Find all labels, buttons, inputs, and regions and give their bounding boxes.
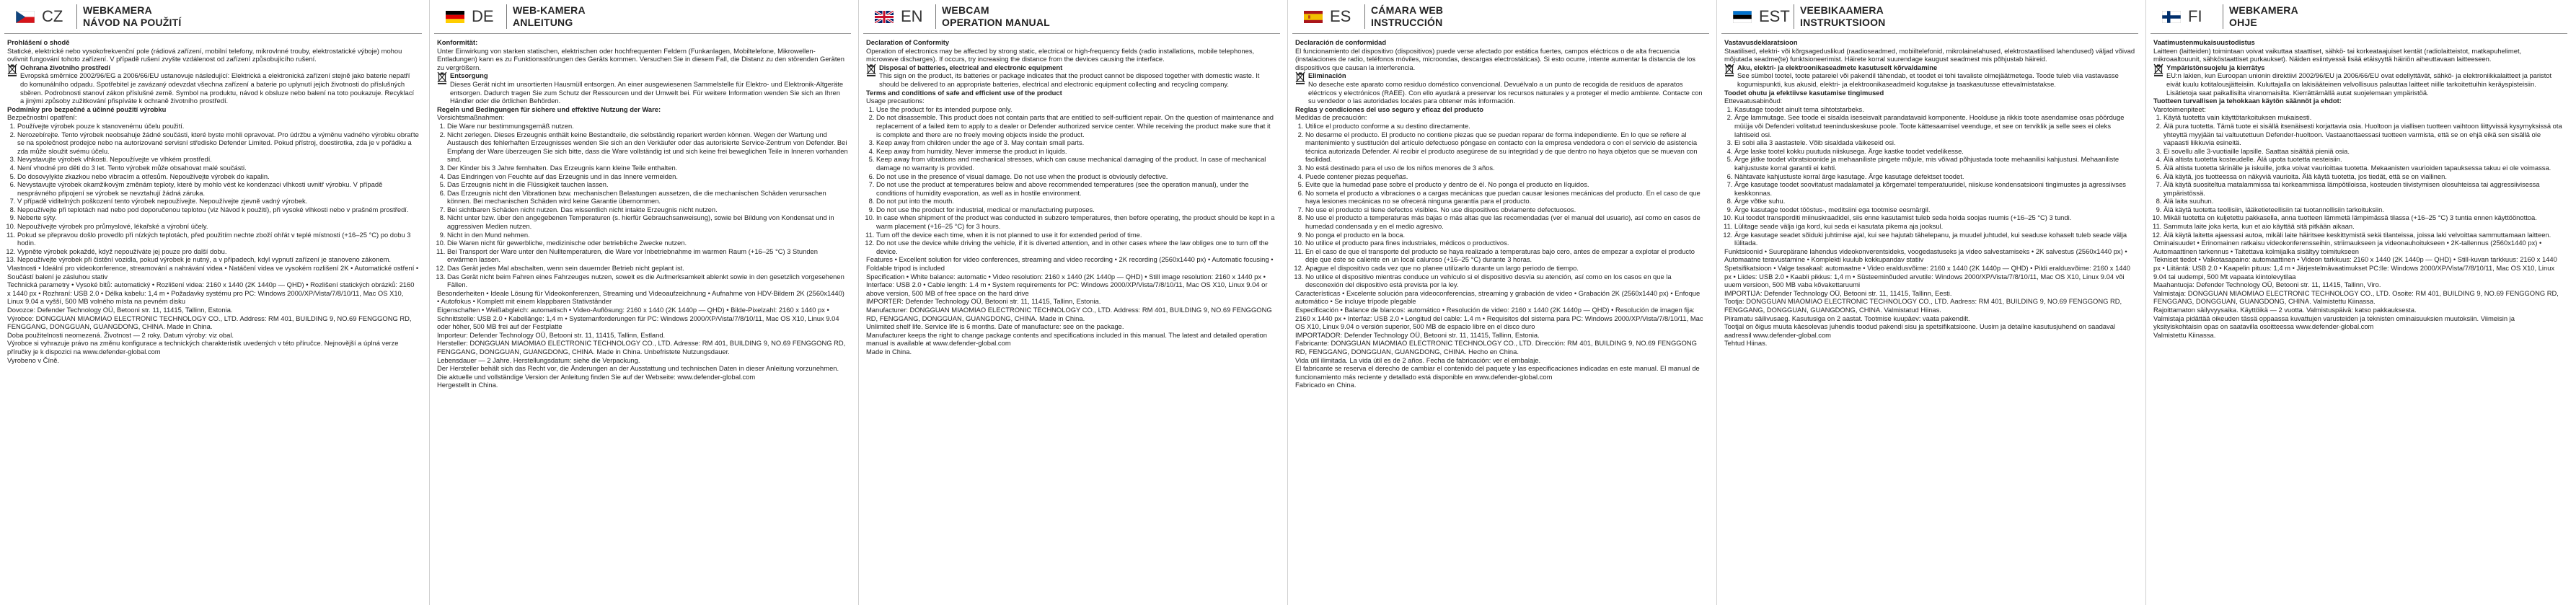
document-title: INSTRUKTSIOON xyxy=(1800,17,1886,28)
spec-paragraph: Dovozce: Defender Technology OÜ, Betooni str. 11, 11415, Tallinn, Estonia. xyxy=(7,306,233,314)
list-item: 3. Ei sobi alla 3 aastastele. Võib sisaldada väikeseid osi. xyxy=(1734,138,2135,147)
column-header xyxy=(4,0,422,34)
list-item: 2. Ärge lammutage. See toode ei sisalda iseseisvalt parandatavaid komponente. Hoolduse ja rikkis toote asendamise osas pöörduge müüja või Defenderi volitatud teeninduskeskuse poole. Toote kättesaamisel veenduge, et see on terviklik ja selle sees ei oleks lahtiseid osi. xyxy=(1734,113,2135,138)
weee-text: Dieses Gerät nicht im unsortierten Hausmüll entsorgen. An einer ausgewiesenen Sammelstelle für Elektro- und Elektronik-Altgeräte entsorgen. Dadurch tragen Sie zum Schutz der Ressourcen und der Umwelt bei. Für weitere Information wenden Sie sich an Ihren Händler oder die örtlichen Behörden. xyxy=(450,79,844,105)
spec-paragraph: Lebensdauer — 2 Jahre. Herstellungsdatum: siehe die Verpackung. xyxy=(437,356,640,364)
spec-paragraph: Der Hersteller behält sich das Recht vor, die Änderungen an der Ausstattung und technischen Daten in dieser Anleitung vorzunehmen. Die aktuelle und vollständige Version der Anleitung finden Sie auf der Webseite: www.defender-global.com xyxy=(437,364,839,381)
list-item: 3. Nevystavujte výrobek vlhkosti. Nepoužívejte ve vlhkém prostředí. xyxy=(17,155,419,164)
spec-paragraph: Doba použitelnosti neomezená. Životnost — 2 roky. Datum výroby: viz obal. xyxy=(7,330,234,339)
title-block xyxy=(935,4,1050,29)
weee-block xyxy=(437,71,848,105)
spec-paragraph: Eigenschaften • Weißabgleich: automatisch • Video-Auflösung: 2160 x 1440 (2K 1440p — QHD) • Bilde-Pixelzahl: 2160 x 1440 px • Schnittstelle: USB 2.0 • Kabellänge: 1,4 m • Systemanforderungen für PC: Windows 2000/XP/Vista/7/8/10/11, Mac OS X10, Linux 9.04 oder höher, 500 MB frei auf der Festplatte xyxy=(437,306,839,331)
flag-en-icon xyxy=(875,11,894,23)
spec-paragraph: Fabricado en China. xyxy=(1295,381,1357,389)
product-title: WEB-KAMERA xyxy=(513,4,586,16)
language-code: EST xyxy=(1759,7,1790,25)
column-header xyxy=(1721,0,2138,34)
safety-heading: Podmínky pro bezpečné a účinné použití výrobku xyxy=(7,105,167,113)
list-item: 8. Nicht unter bzw. über den angegebenen Temperaturen (s. hierfür Gebrauchsanweisung), sowie bei Bildung von Kondensat und in aggressiven Medien nutzen. xyxy=(447,213,848,230)
safety-heading: Regeln und Bedingungen für sichere und effektive Nutzung der Ware: xyxy=(437,105,661,113)
flag-de-icon xyxy=(446,11,464,23)
weee-block xyxy=(1295,71,1706,105)
weee-bin-icon xyxy=(1724,63,1734,76)
product-title: WEBCAM xyxy=(942,4,989,16)
spec-paragraph: Technická parametry • Vysoké bitů: automatický • Rozlišení videa: 2160 x 1440 (2K 1440p — QHD) • Rozlišení statických obrázků: 2160 x 1440 px • Rozhraní: USB 2.0 • Délka kabelu: 1,4 m • Požadavky systému pro PC: Windows 2000/XP/Vista/7/8/10/11, Mac OS X10, Linux 9.04 a vyšší, 500 MB volného místa na pevném disku xyxy=(7,281,415,306)
weee-text: No deseche este aparato como residuo doméstico convencional. Devuélvalo a un punto de recogida de residuos de aparatos eléctricos y electrónicos (RAEE). Con ello ayudará a preservar los recursos naturales y a proteger el medio ambiente. Contacte con su vendedor o las autoridades locales para obtener más información. xyxy=(1308,79,1703,105)
list-item: 6. Nähtavate kahjustuste korral ärge kasutage. Ärge kasutage defektset toodet. xyxy=(1734,172,2135,181)
list-item: 10. Nepoužívejte výrobek pro průmyslové, lékařské a výrobní účely. xyxy=(17,222,419,231)
document-title: ANLEITUNG xyxy=(513,17,573,28)
weee-title: Entsorgung xyxy=(450,71,488,80)
conformity-heading: Konformität: xyxy=(437,38,478,46)
list-item: 7. Do not use the product at temperatures below and above recommended temperatures (see the operation manual), under the conditions of humidity evaporation, as well as in hostile environment. xyxy=(876,180,1277,197)
spec-paragraph: Výrobce: DONGGUAN MIAOMIAO ELECTRONIC TECHNOLOGY CO., LTD. Address: RM 401, BUILDING 9, NO.69 FENGGONG RD, FENGGANG, DONGGUAN, GUANGDONG, CHINA. Made in China. xyxy=(7,314,412,331)
spec-paragraph: Valmistaja: DONGGUAN MIAOMIAO ELECTRONIC TECHNOLOGY CO., LTD. Osoite: RM 401, BUILDING 9, NO.69 FENGGONG RD, FENGGANG, DONGGUAN, GUANGDONG, CHINA. Valmistettu Kiinassa. xyxy=(2153,288,2559,306)
weee-bin-icon xyxy=(437,71,447,84)
title-block xyxy=(76,4,181,29)
list-item: 13. No utilice el dispositivo mientras conduce un vehículo si el dispositivo desvía su atención, así como en los casos en que la desconexión del dispositivo está prevista por la ley. xyxy=(1305,273,1706,289)
weee-text: Evropská směrnice 2002/96/EG a 2006/66/EU ustanovuje následující: Elektrická a elektronická zařízení stejně jako baterie nepatří do komunálního odpadu. Spotřebitel je zavázaný odevzdat všechna zařízení a baterie po uplynutí jejich životnosti do příslušných sběren. Podrobnosti stanoví zákon příslušné země. Symbol na produktu, návod k obsluze nebo balení na toto poukazuje. Recyklací a jinými způsoby zužitkování přispíváte k ochraně životního prostředí. xyxy=(20,71,415,105)
spec-paragraph: Hergestellt in China. xyxy=(437,381,498,389)
column-body xyxy=(2153,38,2564,339)
spec-paragraph: Tehtud Hiinas. xyxy=(1724,339,1768,348)
list-item: 4. Das Eindringen von Feuchte auf das Erzeugnis und in das Innere vermeiden. xyxy=(447,172,848,181)
manual-column-es xyxy=(1287,0,1716,605)
list-item: 1. Use the product for its intended purpose only. xyxy=(876,105,1277,114)
list-item: 12. Vypněte výrobek pokaždé, když nepoužíváte jej pouze pro další dobu. xyxy=(17,247,419,256)
list-item: 9. No ponga el producto en la boca. xyxy=(1305,231,1706,239)
spec-paragraph: Hersteller: DONGGUAN MIAOMIAO ELECTRONIC TECHNOLOGY CO., LTD. Adresse: RM 401, BUILDING 9, NO.69 FENGGONG RD, FENGGANG, DONGGUAN, GUANGDONG, CHINA. Made in China. Unbefristete Nutzungsdauer. xyxy=(437,339,846,356)
weee-bin-icon xyxy=(1295,71,1305,84)
precautions-lead: Bezpečnostní opatření: xyxy=(7,113,77,122)
manual-column-de xyxy=(429,0,858,605)
list-item: 1. Käytä tuotetta vain käyttötarkoituksen mukaisesti. xyxy=(2163,113,2564,122)
list-item: 12. Älä käytä laitetta ajaessasi autoa, mikäli laite häiritsee keskittymistä sekä tilanteissa, joissa laki velvoittaa sammuttamaan laitteen. xyxy=(2163,231,2564,239)
product-title: WEBKAMERA xyxy=(83,4,152,16)
spec-paragraph: Valmistaja pidättää oikeuden tässä oppaassa kuvattujen varusteiden ja teknisten ominaisuuksien muutoksiin. Viimeisin ja yksityiskohtaisin opas on saatavilla osoitteessa www.defender-global.com xyxy=(2153,314,2515,331)
list-item: 4. Keep away from humidity. Never immerse the product in liquids. xyxy=(876,147,1277,156)
list-item: 6. Älä käytä, jos tuotteessa on näkyviä vaurioita. Älä käytä tuotetta, jos tiedät, että se on viallinen. xyxy=(2163,172,2564,181)
weee-title: Aku, elektri- ja elektroonikaseadmete kasutuselt kõrvaldamine xyxy=(1737,63,1938,71)
column-header xyxy=(1292,0,1709,34)
list-item: 10. Die Waren nicht für gewerbliche, medizinische oder betriebliche Zwecke nutzen. xyxy=(447,239,848,247)
safety-heading: Terms and conditions of safe and efficient use of the product xyxy=(866,88,1062,97)
list-item: 2. Nicht zerlegen. Dieses Erzeugnis enthält keine Bestandteile, die selbständig repariert werden können. Wegen der Wartung und Austausch des fehlerhaften Erzeugnisses wenden Sie sich an den Verkäufer oder das autorisierte Service-Zentrum von Defender. Bei Empfang der Ware überzeugen Sie sich bitte, dass die Ware vollständig ist und sich keine frei beweglichen Teile in Inneren vorhanden sind. xyxy=(447,131,848,164)
list-item: 5. Älä altista tuotetta tärinälle ja iskuille, jotka voivat vaurioittaa tuotetta. Mekaanisten vaurioiden tapauksessa takuu ei ole voimassa. xyxy=(2163,164,2564,172)
flag-est-icon xyxy=(1733,11,1752,23)
column-body xyxy=(1724,38,2135,348)
list-item: 11. Sammuta laite joka kerta, kun et aio käyttää sitä pitkään aikaan. xyxy=(2163,222,2564,231)
list-item: 10. Mikäli tuotetta on kuljetettu pakkasella, anna tuotteen lämmetä lämpimässä tilassa (+16–25 °C) 3 tuntia ennen käyttöönottoa. xyxy=(2163,213,2564,222)
list-item: 5. Das Erzeugnis nicht in die Flüssigkeit tauchen lassen. xyxy=(447,180,848,189)
list-item: 12. Das Gerät jedes Mal abschalten, wenn sein dauernder Betrieb nicht geplant ist. xyxy=(447,264,848,273)
precautions-lead: Usage precautions: xyxy=(866,97,925,105)
precautions-list xyxy=(2153,113,2564,239)
spec-paragraph: Vida útil ilimitada. La vida útil es de 2 años. Fecha de fabricación: ver el embalaje. xyxy=(1295,356,1541,364)
spec-paragraph: Importeur: Defender Technology OÜ, Betooni str. 11, 11415, Tallinn, Estland. xyxy=(437,330,666,339)
spec-paragraph: IMPORTIJA: Defender Technology OÜ, Betooni str. 11, 11415, Tallinn, Eesti. xyxy=(1724,288,1952,297)
column-body xyxy=(866,38,1277,356)
conformity-heading: Vastavusdeklaratsioon xyxy=(1724,38,1798,46)
list-item: 7. No use el producto si tiene defectos visibles. No use dispositivos obviamente defectuosos. xyxy=(1305,206,1706,214)
flag-es-icon xyxy=(1304,11,1323,23)
list-item: 4. Älä altista tuotetta kosteudelle. Älä upota tuotetta nesteisiin. xyxy=(2163,155,2564,164)
list-item: 4. Puede contener piezas pequeñas. xyxy=(1305,172,1706,181)
language-code: DE xyxy=(472,7,494,25)
list-item: 7. Älä käytä suositeltua matalammissa tai korkeammissa lämpötiloissa, kosteuden tiivistymisen olosuhteissa tai aggressiivisessa ympäristössä. xyxy=(2163,180,2564,197)
list-item: 1. Die Ware nur bestimmungsgemäß nutzen. xyxy=(447,122,848,131)
manual-column-est xyxy=(1716,0,2145,605)
conformity-text: Staatilised, elektri- või kõrgsageduslikud (raadioseadmed, mobiiltelefonid, mikrolainelahused, elektrostaatilised lahendused) väljad võivad mõjutada seadme(te) funktsioneerimist. Häirete korral suurendage kaugust seadmest mis põhjustab häireid. xyxy=(1724,46,2135,63)
conformity-text: Statické, elektrické nebo vysokofrekvenční pole (rádiová zařízení, mobilní telefony, mikrovlnné trouby, elektrostatické výboje) mohou ovlivnit fungování tohoto zařízení. V případě rušení zvyšte vzdálenost od zařízení způsobujícího rušení. xyxy=(7,46,402,63)
list-item: 13. Das Gerät nicht beim Fahren eines Fahrzeuges nutzen, soweit es die Aufmerksamkeit ablenkt sowie in den gesetzlich vorgesehenen Fällen. xyxy=(447,273,848,289)
spec-paragraph: Piiramatu säilivusaeg. Kasutusiga on 2 aastat. Tootmise kuupäev: vaata pakendilt. xyxy=(1724,314,1970,322)
conformity-text: Unter Einwirkung von starken statischen, elektrischen oder hochfrequenten Feldern (Funkanlagen, Mobiltelefone, Mikrowellen-Entladungen) kann es zu Funktionsstörungen des Geräts kommen. Versuchen Sie in diesem Fall, die Distanz zu den störenden Geräten zu vergrößern. xyxy=(437,46,844,71)
manual-column-en xyxy=(858,0,1287,605)
weee-bin-icon xyxy=(7,63,17,76)
list-item: 8. Nepoužívejte při teplotách nad nebo pod doporučenou teplotou (viz Návod k použití), při vysoké vlhkosti nebo v prašném prostředí. xyxy=(17,206,419,214)
list-item: 12. Ärge kasutage seadet sõiduki juhtimise ajal, kui see hajutab tähelepanu, ja muudel juhtudel, kui seaduse kohaselt tuleb seade välja lülitada. xyxy=(1734,231,2135,247)
document-title: OHJE xyxy=(2229,17,2257,28)
list-item: 3. Ei sovellu alle 3-vuotiaille lapsille. Saattaa sisältää pieniä osia. xyxy=(2163,147,2564,156)
spec-paragraph: Specification • White balance: automatic • Video resolution: 2160 x 1440 (2K 1440p — QHD) • Still image resolution: 2160 x 1440 px • Interface: USB 2.0 • Cable length: 1.4 m • System requirements for PC: Windows 2000/XP/Vista/7/8/10/11, Mac OS X10, Linux 9.04 or above version, 500 MB of free space on the hard drive xyxy=(866,272,1268,297)
spec-paragraph: Vlastnosti • Ideální pro videokonference, streamování a nahrávání videa • Natáčení videa ve vysokém rozlišení 2K • Automatické ostření • Součástí balení je zásluhou stativ xyxy=(7,264,419,281)
list-item: 10. In case when shipment of the product was conducted in subzero temperatures, then before operating, the product should be kept in a warm placement (+16–25 °C) for 3 hours. xyxy=(876,213,1277,230)
list-item: 5. Evite que la humedad pase sobre el producto y dentro de él. No ponga el producto en líquidos. xyxy=(1305,180,1706,189)
weee-text: This sign on the product, its batteries or package indicates that the product cannot be disposed together with domestic waste. It should be delivered to an appropriate batteries, electrical and electronic equipment collecting and recycling company. xyxy=(879,71,1260,88)
precautions-list xyxy=(1295,122,1706,289)
spec-paragraph: Características • Excelente solución para videoconferencias, streaming y grabación de video • Grabación 2K (2560x1440 px) • Enfoque automático • Se incluye trípode plegable xyxy=(1295,288,1701,306)
list-item: 8. Ärge võtke suhu. xyxy=(1734,197,2135,206)
conformity-heading: Vaatimustenmukaisuustodistus xyxy=(2153,38,2255,46)
language-code: FI xyxy=(2188,7,2202,25)
conformity-heading: Declaración de conformidad xyxy=(1295,38,1387,46)
list-item: 5. Keep away from vibrations and mechanical stresses, which can cause mechanical damaging of the product. In case of mechanical damage no warranty is provided. xyxy=(876,155,1277,172)
spec-paragraph: Tootja: DONGGUAN MIAOMIAO ELECTRONIC TECHNOLOGY CO., LTD. Aadress: RM 401, BUILDING 9, NO.69 FENGGONG RD, FENGGANG, DONGGUAN, GUANGDONG, CHINA. Valmistatud Hiinas. xyxy=(1724,297,2122,314)
weee-block xyxy=(2153,63,2564,97)
list-item: 3. Keep away from children under the age of 3. May contain small parts. xyxy=(876,138,1277,147)
column-header xyxy=(863,0,1280,34)
weee-text: EU:n lakien, kun Euroopan unionin direktiivi 2002/96/EU ja 2006/66/EU ovat edellyttävät, sähkö- ja elektroniikkalaitteet ja paristot eivät kuulu kotitalousjätteisiin. Kuluttajalla on lakisääteinen velvollisuus palauttaa laitteet niille tarkoitettuihin keräyspisteisiin. Lisätietoja saat paikallisilta viranomaisilta. Kierrättämällä autat suojelemaan ympäristöä. xyxy=(2166,71,2552,97)
weee-title: Disposal of batteries, electrical and electronic equipment xyxy=(879,63,1063,71)
column-header xyxy=(2151,0,2567,34)
list-item: 10. Kui toodet transporditi miinuskraadidel, siis enne kasutamist tuleb seda hoida soojas ruumis (+16–25 °C) 3 tundi. xyxy=(1734,213,2135,222)
spec-paragraph: Unlimited shelf life. Service life is 6 months. Date of manufacture: see on the package. xyxy=(866,322,1124,331)
list-item: 6. Do not use in the presence of visual damage. Do not use when the product is obviously defective. xyxy=(876,172,1277,181)
list-item: 4. Ärge laske tootel kokku puutuda niiskusega. Ärge kastke toodet vedelikesse. xyxy=(1734,147,2135,156)
list-item: 4. Není vhodné pro děti do 3 let. Tento výrobek může obsahovat malé součásti. xyxy=(17,164,419,172)
column-body xyxy=(1295,38,1706,389)
spec-paragraph: Vyrobeno v Číně. xyxy=(7,356,60,364)
spec-paragraph: Fabricante: DONGGUAN MIAOMIAO ELECTRONIC TECHNOLOGY CO., LTD. Dirección: RM 401, BUILDING 9, NO.69 FENGGONG RD, FENGGANG, DONGGUAN, GUANGDONG, CHINA. Hecho en China. xyxy=(1295,339,1697,356)
list-item: 7. Ärge kasutage toodet soovitatust madalamatel ja kõrgematel temperatuuridel, niiskuse kondensatsiooni tingimustes ja agressiivses keskkonnas. xyxy=(1734,180,2135,197)
list-item: 7. Bei sichtbaren Schäden nicht nutzen. Das wissentlich nicht intakte Erzeugnis nicht nutzen. xyxy=(447,206,848,214)
title-block xyxy=(506,4,586,29)
weee-title: Eliminación xyxy=(1308,71,1346,80)
precautions-list xyxy=(7,122,419,264)
product-title: VEEBIKAAMERA xyxy=(1800,4,1884,16)
list-item: 5. Ärge jätke toodet vibratsioonide ja mehaaniliste pingete mõjule, mis võivad põhjustada toote mehaanilisi kahjustusi. Mehaaniliste kahjustuste korral garantii ei kehti. xyxy=(1734,155,2135,172)
spec-paragraph: IMPORTER: Defender Technology OÜ, Betooni str. 11, 11415, Tallinn, Estonia. xyxy=(866,297,1101,306)
spec-paragraph: Výrobce si vyhrazuje právo na změnu konfigurace a technických charakteristik uvedených v této příručce. Nejnovější a úplná verze příručky je k dispozici na www.defender-global.com xyxy=(7,339,399,356)
safety-heading: Tuotteen turvallisen ja tehokkaan käytön säännöt ja ehdot: xyxy=(2153,97,2342,105)
safety-heading: Reglas y condiciones del uso seguro y eficaz del producto xyxy=(1295,105,1483,113)
conformity-text: Operation of electronics may be affected by strong static, electrical or high-frequency fields (radio installations, mobile telephones, microwave discharges). If occurs, try increasing the distance from the devices causing the interface. xyxy=(866,46,1255,63)
list-item: 12. Apague el dispositivo cada vez que no planee utilizarlo durante un largo periodo de tiempo. xyxy=(1305,264,1706,273)
list-item: 11. Bei Transport der Ware unter den Nulltemperaturen, die Ware vor Inbetriebnahme im warmen Raum (+16–25 °C) 3 Stunden erwärmen lassen. xyxy=(447,247,848,264)
weee-title: Ympäristönsuojelu ja kierrätys xyxy=(2166,63,2265,71)
flag-cz-icon xyxy=(16,11,35,23)
list-item: 7. V případě viditelných poškození tento výrobek nepoužívejte. Nepoužívejte zjevně vadný výrobek. xyxy=(17,197,419,206)
manual-column-fi xyxy=(2145,0,2575,605)
list-item: 8. No use el producto a temperaturas más bajas o más altas que las recomendadas (ver el manual del usuario), así como en casos de humedad condensada y en el medio agresivo. xyxy=(1305,213,1706,230)
flag-fi-icon xyxy=(2162,11,2181,23)
list-item: 9. Älä käytä tuotetta teollisiin, lääketieteellisiin tai tuotannollisiin tarkoituksiin. xyxy=(2163,206,2564,214)
weee-text: See sümbol tootel, toote patareiel või pakendil tähendab, et toodet ei tohi tavaliste olmejäätmetega. Toode tuleb viia vastavasse kogumispunkti, kus akusid, elektri- ja elektroonikaseadmeid kogutakse ja taaskasutusse ettevalmistatakse. xyxy=(1737,71,2119,88)
list-item: 10. No utilice el producto para fines industriales, médicos o productivos. xyxy=(1305,239,1706,247)
title-block xyxy=(2223,4,2298,29)
list-item: 8. Do not put into the mouth. xyxy=(876,197,1277,206)
list-item: 3. Der Kinder bis 3 Jahre fernhalten. Das Erzeugnis kann kleine Teile enthalten. xyxy=(447,164,848,172)
precautions-lead: Varotoimenpiteet: xyxy=(2153,105,2206,113)
column-header xyxy=(434,0,851,34)
document-title: OPERATION MANUAL xyxy=(942,17,1050,28)
document-title: INSTRUCCIÓN xyxy=(1371,17,1443,28)
weee-block xyxy=(7,63,419,105)
safety-heading: Toodet ohutu ja efektiivse kasutamise tingimused xyxy=(1724,88,1884,97)
language-code: ES xyxy=(1330,7,1351,25)
list-item: 11. En el caso de que el transporte del producto se haya realizado a temperaturas bajo cero, antes de empezar a explotar el producto deje que éste se caliente en un local caluroso (+16–25 °C) durante 3 horas. xyxy=(1305,247,1706,264)
conformity-heading: Prohlášení o shodě xyxy=(7,38,70,46)
list-item: 6. Das Erzeugnis nicht den Vibrationen bzw. mechanischen Belastungen aussetzen, die die mechanischen Schäden verursachen können. Bei mechanischen Schäden wird keine Garantie übernommen. xyxy=(447,189,848,206)
list-item: 11. Turn off the device each time, when it is not planned to use it for extended period of time. xyxy=(876,231,1277,239)
precautions-lead: Medidas de precaución: xyxy=(1295,113,1367,122)
list-item: 3. No está destinado para el uso de los niños menores de 3 años. xyxy=(1305,164,1706,172)
column-body xyxy=(7,38,419,364)
spec-paragraph: Valmistettu Kiinassa. xyxy=(2153,330,2216,339)
spec-paragraph: Spetsifikatsioon • Valge tasakaal: automaatne • Video eraldusvõime: 2160 x 1440 (2K 1440p — QHD) • Pildi eraldusvõime: 2160 x 1440 px • Liides: USB 2.0 • Kaabli pikkus: 1,4 m • Süsteeminõuded arvutile: Windows 2000/XP/Vista/7/8/10/11, Mac OS X10, Linux 9.04 või uuem versioon, 500 MB vaba kõvakettaruumi xyxy=(1724,264,2130,289)
conformity-text: El funcionamiento del dispositivo (dispositivos) puede verse afectado por estática fuertes, campos eléctricos o de alta frecuencia (instalaciones de radio, teléfonos móviles, microondas, descargas electrostáticas). Si esto ocurre, intente aumentar la distancia de los dispositivos que causan la interferencia. xyxy=(1295,46,1695,71)
list-item: 6. Nevystavujte výrobek okamžikovým změnám teploty, které by mohlo vést ke kondenzaci vlhkosti uvnitř výrobku. V případě nesprávného připojení se výrobek se nevztahují žádná záruka. xyxy=(17,180,419,197)
weee-block xyxy=(1724,63,2135,89)
weee-title: Ochrana životního prostředí xyxy=(20,63,111,71)
weee-bin-icon xyxy=(866,63,876,76)
list-item: 1. Používejte výrobek pouze k stanovenému účelu použití. xyxy=(17,122,419,131)
list-item: 9. Ärge kasutage toodet tööstus-, meditsiini ega tootmise eesmärgil. xyxy=(1734,206,2135,214)
list-item: 1. Kasutage toodet ainult tema sihtotstarbeks. xyxy=(1734,105,2135,114)
list-item: 2. No desarme el producto. El producto no contiene piezas que se puedan reparar de forma independiente. En lo que se refiere al mantenimiento y sustitución del artículo defectuoso póngase en contacto con la empresa vendedora o con el servicio de asistencia técnica autorizada Defender. Al recibir el producto asegúrese de su integridad y de que dentro no haya objetos que se muevan con facilidad. xyxy=(1305,131,1706,164)
weee-block xyxy=(866,63,1277,89)
list-item: 1. Utilice el producto conforme a su destino directamente. xyxy=(1305,122,1706,131)
list-item: 6. No someta el producto a vibraciones o a cargas mecánicas que puedan causar lesiones mecánicas del producto. En el caso de que haya lesiones mecánicas no se ofrecerá ninguna garantía para el producto. xyxy=(1305,189,1706,206)
product-title: CÁMARA WEB xyxy=(1371,4,1444,16)
list-item: 13. Nepoužívejte výrobek při čistění vozidla, pokud výrobek je nutný, a v případech, kdyl vypnutí zařízení je stanoveno zákonem. xyxy=(17,255,419,264)
list-item: 9. Do not use the product for industrial, medical or manufacturing purposes. xyxy=(876,206,1277,214)
precautions-list xyxy=(437,122,848,289)
product-title: WEBKAMERA xyxy=(2229,4,2298,16)
document-title: NÁVOD NA POUŽITÍ xyxy=(83,17,182,28)
spec-paragraph: Made in China. xyxy=(866,347,912,356)
spec-paragraph: Manufacturer: DONGGUAN MIAOMIAO ELECTRONIC TECHNOLOGY CO., LTD. Address: RM 401, BUILDING 9, NO.69 FENGGONG RD, FENGGANG, DONGGUAN, GUANGDONG, CHINA. Made in China. xyxy=(866,306,1272,322)
language-code: CZ xyxy=(42,7,63,25)
spec-paragraph: Besonderheiten • Ideale Lösung für Videokonferenzen, Streaming und Videoaufzeichnung • Aufnahme von HDV-Bildern 2K (2560x1440) • Autofokus • Komplett mit einem klappbaren Stativständer xyxy=(437,288,844,306)
weee-bin-icon xyxy=(2153,63,2163,76)
spec-paragraph: Especificación • Balance de blancos: automático • Resolución de video: 2160 x 1440 (2K 1440p — QHD) • Resolución de imagen fija: 2160 x 1440 px • Interfaz: USB 2.0 • Longitud del cable: 1.4 m • Requisitos del sistema para PC: Windows 2000/XP/Vista/7/8/10/11, Mac OS X10, Linux 9.04 o versión superior, 500 MB de espacio libre en el disco duro xyxy=(1295,306,1703,331)
precautions-list xyxy=(866,105,1277,256)
spec-paragraph: Tootjal on õigus muuta käesolevas juhendis toodud pakendi sisu ja spetsifikatsioone. Uusim ja detailne kasutusjuhend on saadaval aadressil www.defender-global.com xyxy=(1724,322,2116,339)
precautions-list xyxy=(1724,105,2135,247)
conformity-text: Laitteen (laitteiden) toimintaan voivat vaikuttaa staattiset, sähkö- tai korkeataajuiset kentät (radiolaitteistot, matkapuhelimet, mikroaaltouunit, sähköstaattiset purkaukset). Näiden esiintyessä lisää etäisyyttä häiriön aiheuttavaan laitteeseen. xyxy=(2153,46,2522,63)
list-item: 2. Nerozebírejte. Tento výrobek neobsahuje žádné součásti, které byste mohli opravovat. Pro údržbu a výměnu vadného výrobku obraťte se na společnost prodejce nebo na autorizované servisní středisko Defender Limited. Pokud přístroj, doestirotka, zda je v pořádku a zda může sloužit svému účelu. xyxy=(17,131,419,156)
list-item: 2. Do not disassemble. This product does not contain parts that are entitled to self-sufficient repair. On the question of maintenance and replacement of a failed item to apply to a dealer or Defender authorized service center. While receiving the product make sure that it is complete and there are no freely moving objects inside the product. xyxy=(876,113,1277,138)
spec-paragraph: Tekniset tiedot • Valkotasapaino: automaattinen • Videon tarkkuus: 2160 x 1440 (2K 1440p — QHD) • Still-kuvan tarkkuus: 2160 x 1440 px • Liitäntä: USB 2.0 • Kaapelin pituus: 1,4 m • Järjestelmävaatimukset PC:lle: Windows 2000/XP/Vista/7/8/10/11, Mac OS X10, Linux 9.04 tai uudempi, 500 Mt vapaata kiintolevytilaa xyxy=(2153,255,2557,281)
list-item: 5. Do dosovylykte zkazkou nebo vibracím a otřesům. Nepoužívejte výrobek do kapalin. xyxy=(17,172,419,181)
list-item: 9. Nicht in den Mund nehmen. xyxy=(447,231,848,239)
precautions-lead: Vorsichtsmaßnahmen: xyxy=(437,113,505,122)
spec-paragraph: Features • Excellent solution for video conferences, streaming and video recording • 2K recording (2560x1440 px) • Automatic focusing • Foldable tripod is included xyxy=(866,255,1274,273)
spec-paragraph: IMPORTADOR: Defender Technology OÜ, Betooni str. 11, 11415, Tallinn, Estonia. xyxy=(1295,330,1540,339)
spec-paragraph: Ominaisuudet • Erinomainen ratkaisu videokonferensseihin, striimaukseen ja videonauhoitukseen • 2K-tallennus (2560x1440 px) • Automaattinen tarkennus • Taitettava kolmijalka sisältyy toimitukseen xyxy=(2153,239,2542,255)
spec-paragraph: El fabricante se reserva el derecho de cambiar el contenido del paquete y las especificaciones indicadas en este manual. El manual de funcionamiento más reciente y detallado está disponible en www.defender-global.com xyxy=(1295,364,1700,381)
manual-column-cz xyxy=(0,0,429,605)
spec-paragraph: Rajoittamaton säilyvyysaika. Käyttöikä — 2 vuotta. Valmistuspäivä: katso pakkauksesta. xyxy=(2153,306,2417,314)
title-block xyxy=(1364,4,1443,29)
list-item: 9. Neberte sýty. xyxy=(17,213,419,222)
spec-paragraph: Manufacturer keeps the right to change package contents and specifications included in this manual. The latest and detailed operation manual is available at www.defender-global.com xyxy=(866,330,1267,348)
title-block xyxy=(1794,4,1886,29)
list-item: 2. Älä pura tuotetta. Tämä tuote ei sisällä itsenäisesti korjattavia osia. Huoltoon ja viallisen tuotteen vaihtoon liittyvissä kysymyksissä ota yhteyttä myyjään tai valtuutettuun Defender-huoltoon. Vastaanottaessasi tuotteen varmista, että se on ehjä eikä sen sisällä ole vapaasti liikkuvia esineitä. xyxy=(2163,122,2564,147)
precautions-lead: Ettevaatusabinõud: xyxy=(1724,97,1783,105)
list-item: 11. Pokud se přepravou došlo provedlo při nízkých teplotách, před použitím nechte zboží ohřát v teplé místnosti (+16–25 °C) po dobu 3 hodin. xyxy=(17,231,419,247)
column-body xyxy=(437,38,848,389)
spec-paragraph: Funktsioonid • Suurepärane lahendus videokonverentsideks, voogedastuseks ja video salvestamiseks • 2K salvestus (2560x1440 px) • Automaatne teravustamine • Komplekti kuulub kokkupandav statiiv xyxy=(1724,247,2127,264)
spec-paragraph: Maahantuoja: Defender Technology OÜ, Betooni str. 11, 11415, Tallinn, Viro. xyxy=(2153,281,2381,289)
list-item: 11. Lülitage seade välja iga kord, kui seda ei kasutata pikema aja jooksul. xyxy=(1734,222,2135,231)
language-code: EN xyxy=(901,7,923,25)
conformity-heading: Declaration of Conformity xyxy=(866,38,950,46)
list-item: 8. Älä laita suuhun. xyxy=(2163,197,2564,206)
list-item: 12. Do not use the device while driving the vehicle, if it is diverted attention, and in other cases where the law obliges one to turn off the device. xyxy=(876,239,1277,255)
